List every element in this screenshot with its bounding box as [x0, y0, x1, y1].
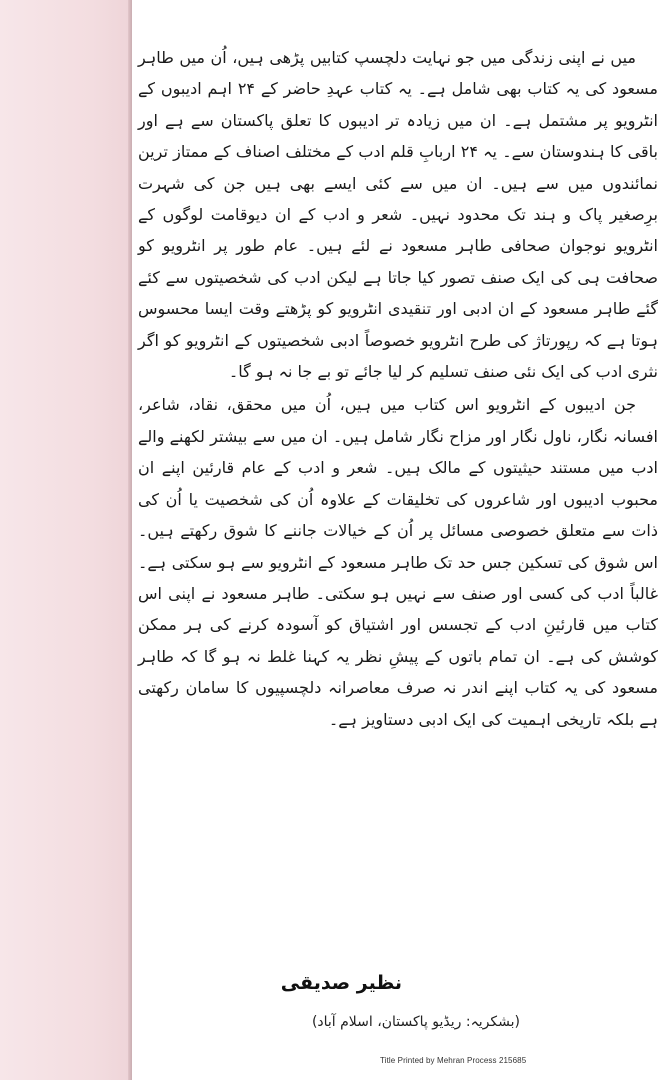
author-signature: نظیر صدیقی	[280, 972, 402, 994]
paragraph-1: میں نے اپنی زندگی میں جو نہایت دلچسپ کتابیں پڑھی ہیں، اُن میں طاہر مسعود کی یہ کتاب بھی شامل ہے۔ یہ کتاب عہدِ حاضر کے ۲۴ اہم ادیبوں کے انٹرویو پر مشتمل ہے۔ ان میں زیادہ تر ادیبوں کا تعلق پاکستان سے ہے اور باقی کا ہندوستان سے۔ یہ ۲۴ اربابِ قلم ادب کے مختلف اصناف کے ممتاز ترین نمائندوں میں سے ہیں۔ ان میں سے کئی ایسے بھی ہیں جن کی شہرت برِصغیر پاک و ہند تک محدود نہیں۔ شعر و ادب کے ان دیوقامت لوگوں کے انٹرویو نوجوان صحافی طاہر مسعود نے لئے ہیں۔ عام طور پر انٹرویو کو صحافت ہی کی ایک صنف تصور کیا جاتا ہے لیکن ادب کی شخصیتوں سے کئے گئے طاہر مسعود کے ان ادبی اور تنقیدی انٹرویو کو پڑھتے وقت ایسا محسوس ہوتا ہے کہ رپورتاژ کی طرح انٹرویو خصوصاً ادبی شخصیتوں کے انٹرویو کو اگر نثری ادب کی ایک نئی صنف تسلیم کر لیا جائے تو بے جا نہ ہو گا۔	[138, 48, 658, 382]
paragraph-2: جن ادیبوں کے انٹرویو اس کتاب میں ہیں، اُن میں محقق، نقاد، شاعر، افسانہ نگار، ناول نگار اور مزاح نگار شامل ہیں۔ ان میں سے بیشتر لکھنے والے ادب میں مستند حیثیتوں کے مالک ہیں۔ شعر و ادب کے عام قارئین اپنے ان محبوب ادیبوں اور شاعروں کی تخلیقات کے علاوہ اُن کی شخصیت یا اُن کی ذات سے متعلق خصوصی مسائل پر اُن کے خیالات جاننے کا شوق رکھتے ہیں۔ اس شوق کی تسکین جس حد تک طاہر مسعود کے انٹرویو سے ہو سکتی ہے۔ غالباً ادب کی کسی اور صنف سے نہیں ہو سکتی۔ طاہر مسعود نے اپنی اس کتاب میں قارئینِ ادب کے تجسس اور اشتیاق کو آسودہ کرنے کی ہر ممکن کوشش کی ہے۔ ان تمام باتوں کے پیشِ نظر یہ کہنا غلط نہ ہو گا کہ طاہر مسعود کی یہ کتاب اپنے اندر نہ صرف معاصرانہ دلچسپیوں کا سامان رکھتی ہے بلکہ تاریخی اہمیت کی ایک ادبی دستاویز ہے۔	[138, 395, 658, 729]
body-text	[138, 42, 658, 735]
left-cover-flap	[0, 0, 132, 1080]
courtesy-note: (بشکریہ: ریڈیو پاکستان، اسلام آباد)	[311, 1014, 520, 1030]
printer-credit: Title Printed by Mehran Process 215685	[380, 1056, 527, 1065]
